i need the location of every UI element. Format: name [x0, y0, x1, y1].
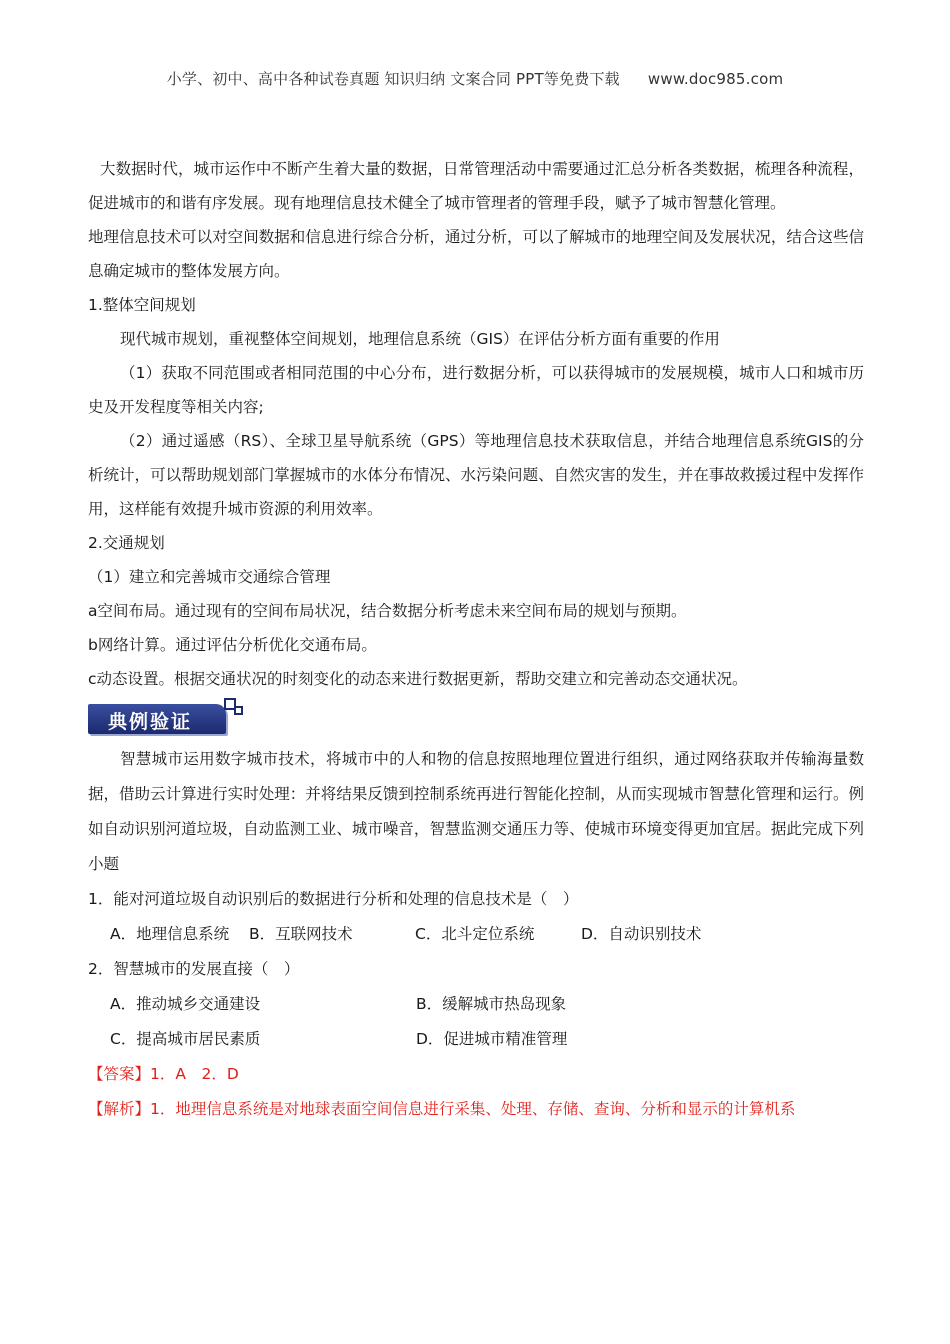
section1-intro: 现代城市规划，重视整体空间规划，地理信息系统（GIS）在评估分析方面有重要的作用	[120, 330, 720, 348]
q2-option-c[interactable]: C．提高城市居民素质	[110, 1030, 261, 1048]
banner-square-icon	[234, 706, 243, 715]
q1-option-c[interactable]: C．北斗定位系统	[415, 925, 535, 943]
document-body	[88, 152, 864, 1127]
header-text: 小学、初中、高中各种试卷真题 知识归纳 文案合同 PPT等免费下载	[166, 70, 620, 88]
q2-option-d[interactable]: D．促进城市精准管理	[416, 1030, 568, 1048]
section1-item-1: （1）获取不同范围或者相同范围的中心分布，进行数据分析，可以获得城市的发展规模，城市人口和城市历史及开发程度等相关内容;	[88, 364, 864, 416]
analysis-label: 【解析】	[88, 1100, 151, 1118]
example-banner	[88, 700, 238, 736]
q1-option-d[interactable]: D．自动识别技术	[581, 925, 702, 943]
answer-line	[88, 1057, 864, 1092]
question-1-stem: 1．能对河道垃圾自动识别后的数据进行分析和处理的信息技术是（ ）	[88, 890, 579, 908]
q1-option-b[interactable]: B．互联网技术	[249, 925, 353, 943]
analysis-line	[88, 1092, 864, 1127]
analysis-text: 1．地理信息系统是对地球表面空间信息进行采集、处理、存储、查询、分析和显示的计算机系	[150, 1100, 796, 1118]
question-2-options-row1	[88, 987, 864, 1022]
answer-value: 1．A 2．D	[150, 1065, 239, 1083]
question-2-options-row2	[88, 1022, 864, 1057]
section2-sub: （1）建立和完善城市交通综合管理	[88, 568, 331, 586]
answer-label: 【答案】	[88, 1065, 151, 1083]
section2-item-b: b网络计算。通过评估分析优化交通布局。	[88, 636, 377, 654]
question-2-stem: 2．智慧城市的发展直接（ ）	[88, 960, 300, 978]
q2-option-a[interactable]: A．推动城乡交通建设	[110, 995, 261, 1013]
question-1-options	[88, 917, 864, 952]
section2-item-c: c动态设置。根据交通状况的时刻变化的动态来进行数据更新，帮助交建立和完善动态交通状况。	[88, 670, 748, 688]
intro-paragraph-2: 地理信息技术可以对空间数据和信息进行综合分析，通过分析，可以了解城市的地理空间及发展状况，结合这些信息确定城市的整体发展方向。	[88, 228, 864, 280]
section1-title: 1.整体空间规划	[88, 296, 196, 314]
example-passage: 智慧城市运用数字城市技术，将城市中的人和物的信息按照地理位置进行组织，通过网络获取并传输海量数据，借助云计算进行实时处理：并将结果反馈到控制系统再进行智能化控制，从而实现城市智慧化管理和运行。例如自动识别河道垃圾，自动监测工业、城市噪音，智慧监测交通压力等、使城市环境变得更加宜居。据此完成下列小题	[88, 750, 864, 873]
intro-paragraph-1: 大数据时代，城市运作中不断产生着大量的数据，日常管理活动中需要通过汇总分析各类数据，梳理各种流程，促进城市的和谐有序发展。现有地理信息技术健全了城市管理者的管理手段，赋予了城市智慧化管理。	[88, 160, 864, 212]
q1-option-a[interactable]: A．地理信息系统	[110, 925, 230, 943]
section2-title: 2.交通规划	[88, 534, 165, 552]
header-site-link[interactable]: www.doc985.com	[647, 70, 784, 88]
banner-label: 典例验证	[108, 711, 193, 733]
section2-item-a: a空间布局。通过现有的空间布局状况，结合数据分析考虑未来空间布局的规划与预期。	[88, 602, 687, 620]
page-header	[0, 68, 950, 89]
section1-item-2: （2）通过遥感（RS）、全球卫星导航系统（GPS）等地理信息技术获取信息，并结合地理信息系统GIS的分析统计，可以帮助规划部门掌握城市的水体分布情况、水污染问题、自然灾害的发生，并在事故救援过程中发挥作用，这样能有效提升城市资源的利用效率。	[88, 432, 864, 518]
q2-option-b[interactable]: B．缓解城市热岛现象	[416, 995, 567, 1013]
